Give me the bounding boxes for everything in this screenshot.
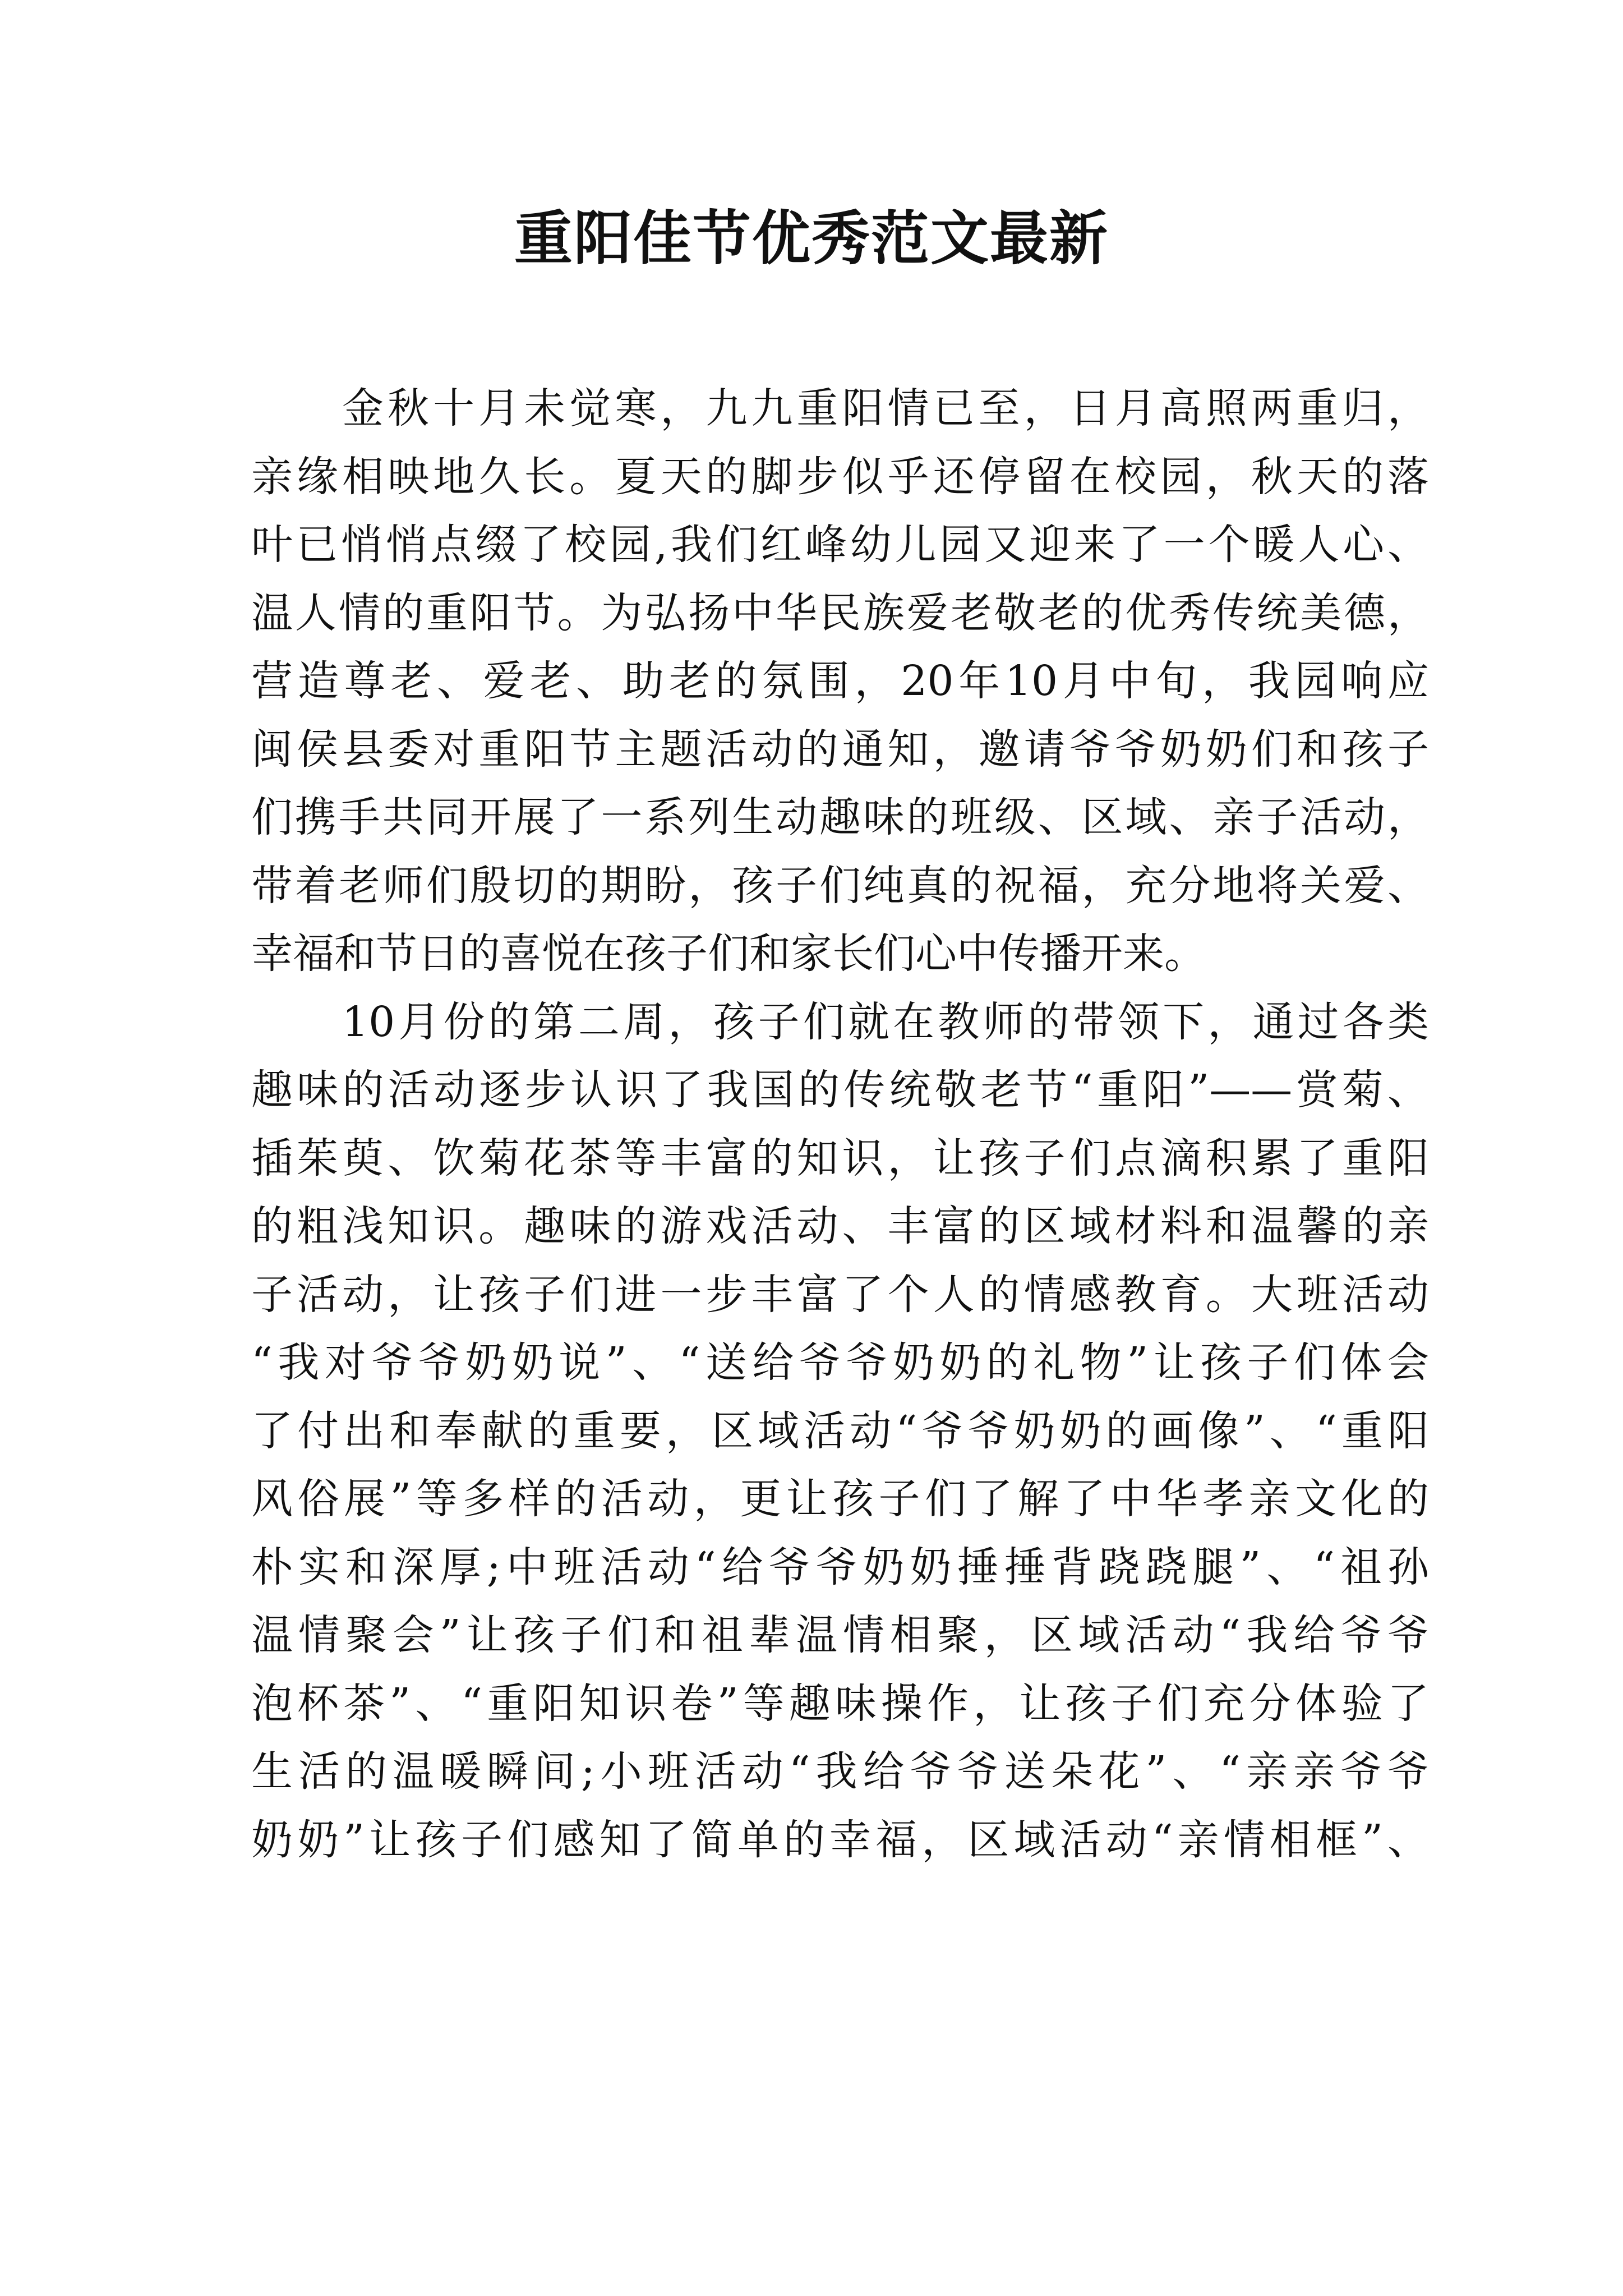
paragraph-2-line-1: 10月份的第二周，孩子们就在教师的带领下，通过各类	[342, 997, 1429, 1046]
paragraph-2-line-12: 生活的温暖瞬间;小班活动“我给爷爷送朵花”、“亲亲爷爷	[251, 1747, 1429, 1796]
paragraph-1-line-6: 闽侯县委对重阳节主题活动的通知，邀请爷爷奶奶们和孩子	[251, 725, 1429, 774]
paragraph-1-line-3: 叶已悄悄点缀了校园,我们红峰幼儿园又迎来了一个暖人心、	[251, 521, 1429, 569]
paragraph-1-line-4: 温人情的重阳节。为弘扬中华民族爱老敬老的优秀传统美德，	[251, 588, 1429, 637]
paragraph-2-line-13: 奶奶”让孩子们感知了简单的幸福，区域活动“亲情相框”、	[251, 1815, 1429, 1864]
paragraph-1-line-9: 幸福和节日的喜悦在孩子们和家长们心中传播开来。	[251, 930, 1206, 978]
paragraph-1-line-8: 带着老师们殷切的期盼，孩子们纯真的祝福，充分地将关爱、	[251, 861, 1429, 910]
paragraph-2-line-8: 风俗展”等多样的活动，更让孩子们了解了中华孝亲文化的	[251, 1475, 1429, 1523]
document-title: 重阳佳节优秀范文最新	[514, 204, 1109, 273]
paragraph-2-line-10: 温情聚会”让孩子们和祖辈温情相聚，区域活动“我给爷爷	[251, 1611, 1429, 1659]
paragraph-1-line-1: 金秋十月未觉寒，九九重阳情已至，日月高照两重归，	[342, 384, 1429, 432]
paragraph-2-line-9: 朴实和深厚;中班活动“给爷爷奶奶捶捶背跷跷腿”、“祖孙	[251, 1543, 1429, 1591]
paragraph-2-line-3: 插茱萸、饮菊花茶等丰富的知识，让孩子们点滴积累了重阳	[251, 1134, 1429, 1182]
paragraph-2-line-2: 趣味的活动逐步认识了我国的传统敬老节“重阳”——赏菊、	[251, 1066, 1429, 1114]
paragraph-2-line-5: 子活动，让孩子们进一步丰富了个人的情感教育。大班活动	[251, 1270, 1429, 1319]
paragraph-1-line-7: 们携手共同开展了一系列生动趣味的班级、区域、亲子活动，	[251, 793, 1429, 841]
paragraph-1-line-2: 亲缘相映地久长。夏天的脚步似乎还停留在校园，秋天的落	[251, 452, 1429, 501]
paragraph-2-line-11: 泡杯茶”、“重阳知识卷”等趣味操作，让孩子们充分体验了	[251, 1679, 1429, 1728]
paragraph-2-line-7: 了付出和奉献的重要，区域活动“爷爷奶奶的画像”、“重阳	[251, 1406, 1429, 1455]
paragraph-2-line-6: “我对爷爷奶奶说”、“送给爷爷奶奶的礼物”让孩子们体会	[251, 1338, 1429, 1387]
document-body	[251, 375, 1429, 1874]
paragraph-1-line-5: 营造尊老、爱老、助老的氛围，20年10月中旬，我园响应	[251, 657, 1429, 705]
paragraph-2-line-4: 的粗浅知识。趣味的游戏活动、丰富的区域材料和温馨的亲	[251, 1202, 1429, 1250]
